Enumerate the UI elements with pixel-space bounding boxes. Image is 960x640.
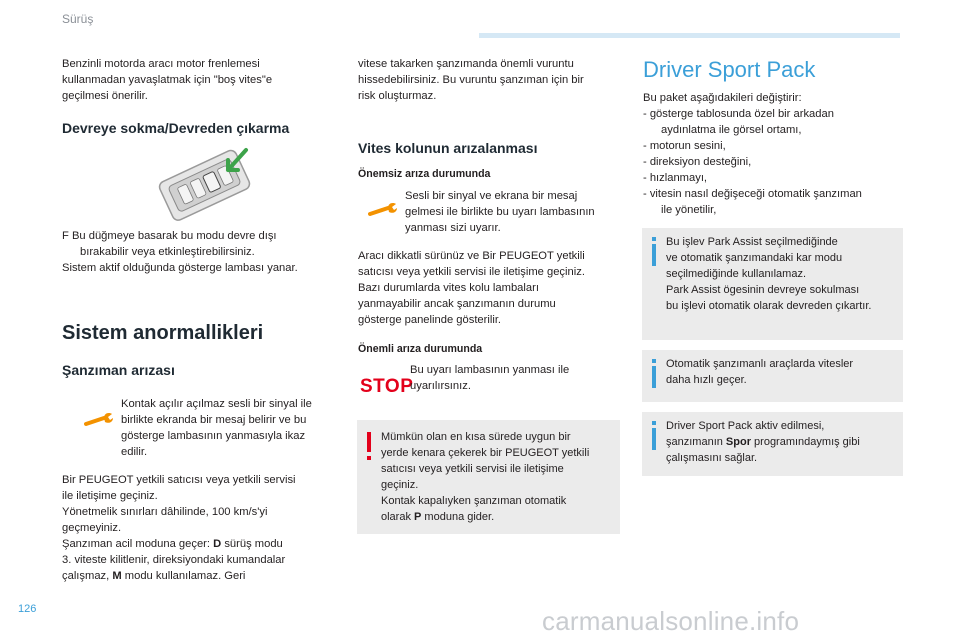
wrench-warning-icon bbox=[368, 200, 398, 220]
exclamation-icon bbox=[367, 432, 371, 452]
text-line: ile iletişime geçiniz. bbox=[62, 490, 158, 502]
text-line: bırakabilir veya etkinleştirebilirsiniz. bbox=[80, 246, 255, 258]
heading-lever-fault: Vites kolunun arızalanması bbox=[358, 140, 538, 156]
continued-paragraph bbox=[358, 56, 584, 104]
heading-activation: Devreye sokma/Devreden çıkarma bbox=[62, 120, 290, 136]
info-box-sport-mode bbox=[642, 412, 903, 476]
text-run-bold: P bbox=[414, 511, 422, 523]
heading-major-fault: Önemli arıza durumunda bbox=[358, 343, 483, 355]
sport-button-illustration bbox=[150, 144, 260, 224]
text-line: Park Assist ögesinin devreye sokulması bbox=[666, 284, 860, 296]
text-line: Aracı dikkatli sürünüz ve Bir PEUGEOT yetkili bbox=[358, 250, 585, 262]
text-run: sürüş modu bbox=[221, 538, 283, 550]
text-line: Mümkün olan en kısa sürede uygun bir bbox=[381, 431, 571, 443]
text-line: Kontak açılır açılmaz sesli bir sinyal ile bbox=[121, 398, 312, 410]
info-icon-dot bbox=[652, 421, 656, 425]
text-line: Bu paket aşağıdakileri değiştirir: bbox=[643, 92, 802, 104]
text-line: Bu uyarı lambasının yanması ile bbox=[410, 364, 570, 376]
list-item-continuation: ile yönetilir, bbox=[661, 204, 717, 216]
text-run: moduna gider. bbox=[421, 511, 495, 523]
text-line bbox=[62, 568, 296, 584]
stop-icon: STOP bbox=[360, 376, 414, 397]
text-line: geçmeyiniz. bbox=[62, 522, 122, 534]
info-icon-dot bbox=[652, 237, 656, 241]
text-line: birlikte ekranda bir mesaj belirir ve bu bbox=[121, 414, 307, 426]
text-line: Driver Sport Pack aktiv edilmesi, bbox=[666, 420, 825, 432]
list-item: - motorun sesini, bbox=[643, 140, 726, 152]
text-line: vitese takarken şanzımanda önemli vuruntu bbox=[358, 58, 574, 70]
text-line: yerde kenara çekerek bir PEUGEOT yetkili bbox=[381, 447, 590, 459]
button-instruction bbox=[62, 228, 298, 276]
text-run: programındaymış gibi bbox=[750, 436, 860, 448]
text-run-bold: D bbox=[213, 538, 222, 550]
minor-fault-text bbox=[405, 188, 595, 236]
text-line: edilir. bbox=[121, 446, 148, 458]
major-fault-text bbox=[410, 362, 569, 394]
list-item-continuation: aydınlatma ile görsel ortamı, bbox=[661, 124, 802, 136]
driver-sport-pack-title: Driver Sport Pack bbox=[643, 57, 816, 82]
text-line: gösterge lambasının yanmasıyla ikaz bbox=[121, 430, 306, 442]
info-icon bbox=[652, 428, 656, 450]
info-box-park-assist bbox=[642, 228, 903, 340]
text-line: Bu işlev Park Assist seçilmediğinde bbox=[666, 236, 838, 248]
text-line: satıcısı veya yetkili servisi ile iletişime bbox=[381, 463, 564, 475]
list-item: - vitesin nasıl değişeceği otomatik şanzıman bbox=[643, 188, 862, 200]
text-line: Bazı durumlarda vites kolu lambaları bbox=[358, 282, 539, 294]
text-run-bold: Spor bbox=[725, 436, 751, 448]
page-number: 126 bbox=[18, 603, 37, 615]
text-line: çalışmasını sağlar. bbox=[666, 452, 758, 464]
info-box-automatic bbox=[642, 350, 903, 402]
list-item: - gösterge tablosunda özel bir arkadan bbox=[643, 108, 834, 120]
text-line: Sesli bir sinyal ve ekrana bir mesaj bbox=[405, 190, 578, 202]
section-title: Sürüş bbox=[62, 12, 94, 26]
text-line bbox=[666, 434, 860, 450]
text-line bbox=[62, 536, 296, 552]
text-line: Otomatik şanzımanlı araçlarda vitesler bbox=[666, 358, 854, 370]
info-icon bbox=[652, 244, 656, 266]
text-line: 3. viteste kilitlenir, direksiyondaki kumandalar bbox=[62, 554, 286, 566]
text-run-bold: M bbox=[112, 570, 122, 582]
text-line: hissedebilirsiniz. Bu vuruntu şanzıman için bir bbox=[358, 74, 584, 86]
list-item: - direksiyon desteğini, bbox=[643, 156, 752, 168]
watermark: carmanualsonline.info bbox=[542, 606, 800, 636]
dealer-paragraph bbox=[62, 472, 296, 584]
text-line: Sistem aktif olduğunda gösterge lambası yanar. bbox=[62, 262, 298, 274]
heading-anomalies: Sistem anormallikleri bbox=[62, 322, 264, 344]
text-line: F Bu düğmeye basarak bu modu devre dışı bbox=[62, 230, 277, 242]
info-icon bbox=[652, 366, 656, 388]
text-line: geçiniz. bbox=[381, 479, 419, 491]
text-line: yanması sizi uyarır. bbox=[405, 222, 501, 234]
text-line: daha hızlı geçer. bbox=[666, 374, 747, 386]
list-item: - hızlanmayı, bbox=[643, 172, 708, 184]
text-line: geçilmesi önerilir. bbox=[62, 90, 148, 102]
drive-carefully-paragraph bbox=[358, 248, 585, 328]
text-line bbox=[381, 509, 589, 525]
text-line: gelmesi ile birlikte bu uyarı lambasının bbox=[405, 206, 595, 218]
sport-pack-list bbox=[643, 90, 862, 218]
info-box-text bbox=[666, 356, 853, 388]
text-line: gösterge panelinde gösterilir. bbox=[358, 314, 502, 326]
heading-gearbox-fault: Şanzıman arızası bbox=[62, 362, 175, 378]
info-box-text bbox=[666, 418, 860, 466]
text-run: Şanzıman acil moduna geçer: bbox=[62, 538, 214, 550]
text-line: yanmayabilir ancak şanzımanın durumu bbox=[358, 298, 556, 310]
text-line: kullanmadan yavaşlatmak için "boş vites"e bbox=[62, 74, 273, 86]
text-run: çalışmaz, bbox=[62, 570, 113, 582]
info-box-text bbox=[666, 234, 871, 314]
text-line: seçilmediğinde kullanılamaz. bbox=[666, 268, 807, 280]
warning-box bbox=[357, 420, 620, 534]
info-icon-dot bbox=[652, 359, 656, 363]
warning-box-text bbox=[381, 429, 589, 525]
header-bar bbox=[479, 33, 900, 38]
text-line: uyarılırsınız. bbox=[410, 380, 471, 392]
exclamation-icon-dot bbox=[367, 456, 371, 460]
intro-paragraph bbox=[62, 56, 272, 104]
text-line: Yönetmelik sınırları dâhilinde, 100 km/s'yi bbox=[62, 506, 268, 518]
text-line: Bir PEUGEOT yetkili satıcısı veya yetkili servisi bbox=[62, 474, 296, 486]
text-run: olarak bbox=[381, 511, 415, 523]
text-line: bu işlevi otomatik olarak devreden çıkartır. bbox=[666, 300, 872, 312]
text-line: satıcısı veya yetkili servisi ile iletişime geçiniz. bbox=[358, 266, 585, 278]
text-run: şanzımanın bbox=[666, 436, 726, 448]
text-line: risk oluşturmaz. bbox=[358, 90, 437, 102]
text-line: Kontak kapalıyken şanzıman otomatik bbox=[381, 495, 567, 507]
text-line: ve otomatik şanzımandaki kar modu bbox=[666, 252, 843, 264]
gearbox-warning-text bbox=[121, 396, 312, 460]
text-run: modu kullanılamaz. Geri bbox=[121, 570, 246, 582]
heading-minor-fault: Önemsiz arıza durumunda bbox=[358, 168, 491, 180]
wrench-warning-icon bbox=[84, 410, 114, 430]
text-line: Benzinli motorda aracı motor frenlemesi bbox=[62, 58, 260, 70]
